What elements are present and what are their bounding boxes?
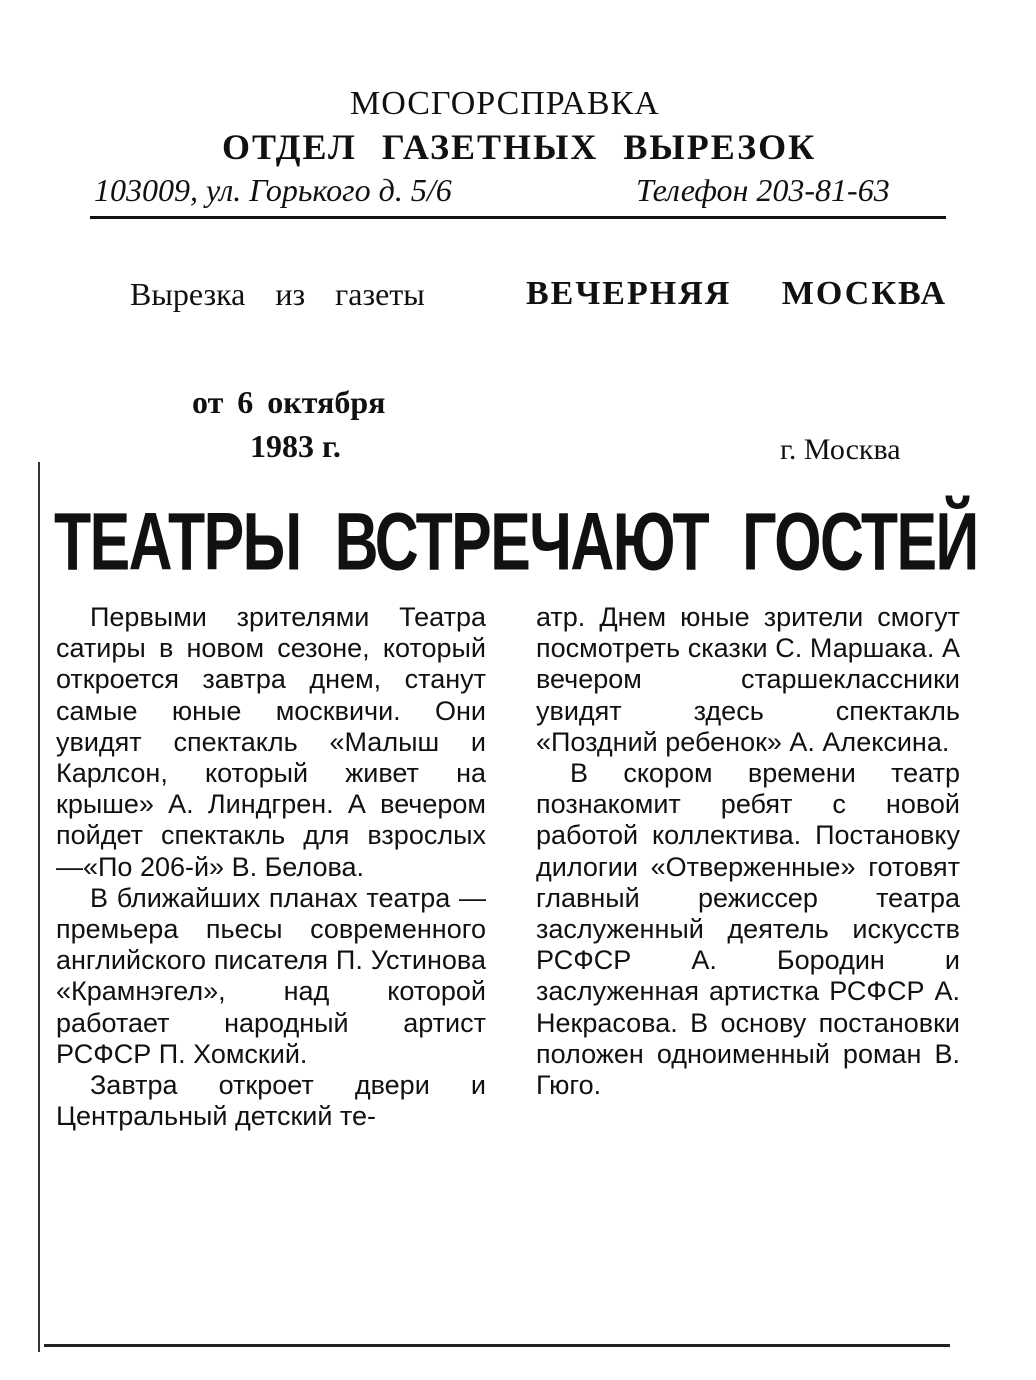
article-column-left [56, 602, 486, 1132]
agency-phone: Телефон 203-81-63 [636, 172, 890, 208]
clipping-year: 1983 г. [250, 428, 341, 464]
newspaper-name: ВЕЧЕРНЯЯ МОСКВА [526, 275, 948, 312]
article-paragraph: В ближайших планах театра — премьера пьесы современного английского писателя П. Устинова «Крамнэгел», над которой работает народный артист РСФСР П. Хомский. [56, 882, 486, 1069]
agency-name: МОСГОРСПРАВКА [350, 85, 660, 122]
department-name: ОТДЕЛ ГАЗЕТНЫХ ВЫРЕЗОК [222, 127, 817, 167]
article-paragraph: атр. Днем юные зрители смогут посмотреть сказки С. Маршака. А вечером старшеклассники увидят здесь спектакль «Поздний ребенок» А. Алексина. [536, 602, 960, 757]
agency-address: 103009, ул. Горького д. 5/6 [94, 172, 452, 208]
clipping-bottom-edge [44, 1344, 950, 1347]
clipping-label: Вырезка из газеты [130, 276, 425, 312]
article-paragraph: В скором времени театр познакомит ребят с новой работой коллектива. Постановку дилогии «Отверженные» готовят главный режиссер театра заслуженный деятель искусств РСФСР А. Бородин и заслуженная артистка РСФСР А. Некрасова. В основу постановки положен одноименный роман В. Гюго. [536, 758, 960, 1101]
header-divider [90, 216, 946, 219]
article-paragraph: Первыми зрителями Театра сатиры в новом сезоне, который откроется завтра днем, станут самые юные москвичи. Они увидят спектакль «Малыш и Карлсон, который живет на крыше» А. Линдгрен. А вечером пойдет спектакль для взрослых—«По 206-й» В. Белова. [56, 602, 486, 882]
article-paragraph: Завтра откроет двери и Центральный детский те- [56, 1070, 486, 1132]
clipping-city: г. Москва [780, 433, 901, 466]
clipping-date: от 6 октября [192, 384, 386, 420]
article-headline: ТЕАТРЫ ВСТРЕЧАЮТ ГОСТЕЙ [54, 494, 978, 588]
article-column-right [536, 602, 960, 1101]
clipping-left-edge [38, 462, 40, 1352]
